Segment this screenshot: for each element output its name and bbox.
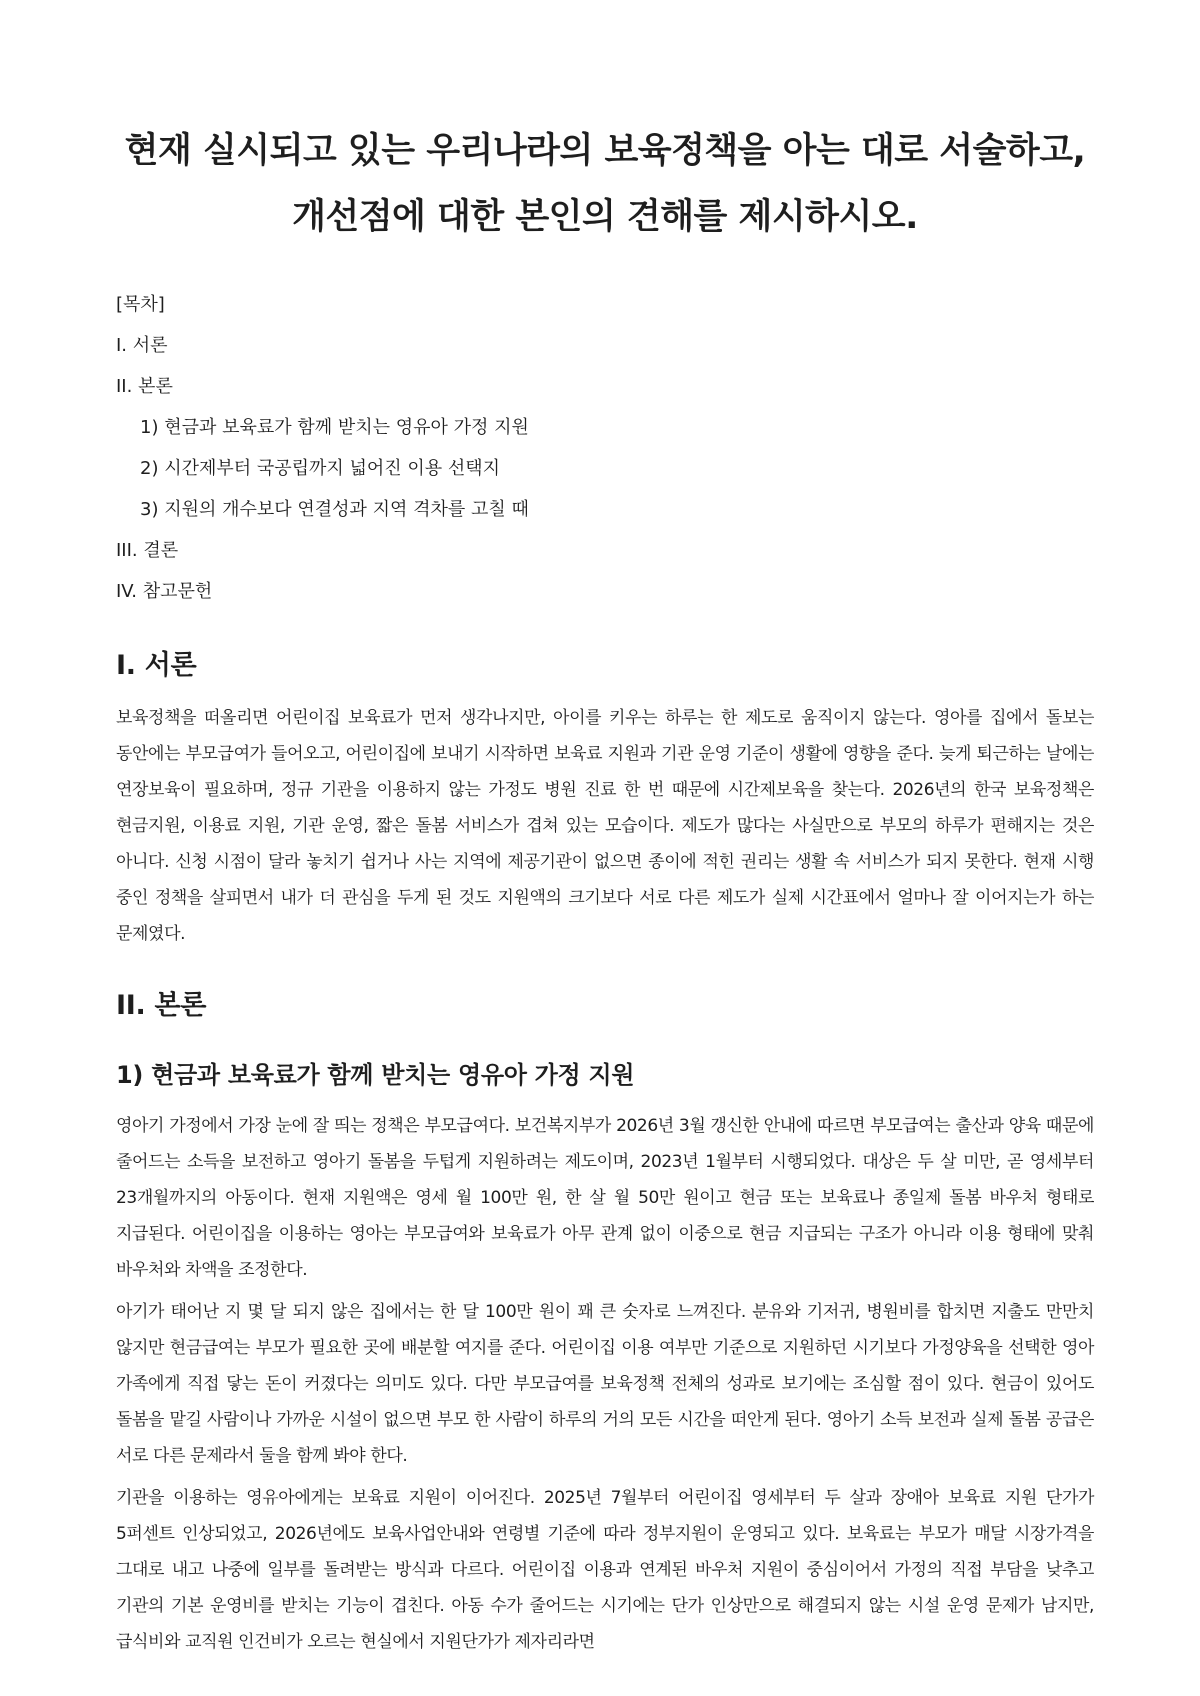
document-page xyxy=(116,0,1094,1666)
body-paragraph: 기관을 이용하는 영유아에게는 보육료 지원이 이어진다. 2025년 7월부터 어린이집 영세부터 두 살과 장애아 보육료 지원 단가가 5퍼센트 인상되었고, 2026년에도 보육사업안내와 연령별 기준에 따라 정부지원이 운영되고 있다. 보육료는 부모가 매달 시장가격을 그대로 내고 나중에 일부를 돌려받는 방식과 다르다. 어린이집 이용과 연계된 바우처 지원이 중심이어서 가정의 직접 부담을 낮추고 기관의 기본 운영비를 받치는 기능이 겹친다. 아동 수가 줄어드는 시기에는 단가 인상만으로 해결되지 않는 시설 운영 문제가 남지만, 급식비와 교직원 인건비가 오르는 현실에서 지원단가가 제자리라면 xyxy=(116,1488,1094,1652)
subsection-heading-1: 1) 현금과 보육료가 함께 받치는 영유아 가정 지원 xyxy=(116,1061,635,1089)
body-paragraph: 영아기 가정에서 가장 눈에 잘 띄는 정책은 부모급여다. 보건복지부가 2026년 3월 갱신한 안내에 따르면 부모급여는 출산과 양육 때문에 줄어드는 소득을 보전하고 영아기 돌봄을 두텁게 지원하려는 제도이며, 2023년 1월부터 시행되었다. 대상은 두 살 미만, 곧 영세부터 23개월까지의 아동이다. 현재 지원액은 영세 월 100만 원, 한 살 월 50만 원이고 현금 또는 보육료나 종일제 돌봄 바우처 형태로 지급된다. 어린이집을 이용하는 영아는 부모급여와 보육료가 아무 관계 없이 이중으로 현금 지급되는 구조가 아니라 이용 형태에 맞춰 바우처와 차액을 조정한다. xyxy=(116,1116,1094,1280)
section-heading-body: II. 본론 xyxy=(116,990,207,1021)
toc-item-body-1: 1) 현금과 보육료가 함께 받치는 영유아 가정 지원 xyxy=(140,417,529,438)
table-of-contents xyxy=(116,284,1094,612)
toc-heading: [목차] xyxy=(116,294,165,315)
toc-item-body-3: 3) 지원의 개수보다 연결성과 지역 격차를 고칠 때 xyxy=(140,499,529,520)
toc-item-intro: I. 서론 xyxy=(116,335,168,356)
toc-item-conclusion: III. 결론 xyxy=(116,540,179,561)
intro-paragraph: 보육정책을 떠올리면 어린이집 보육료가 먼저 생각나지만, 아이를 키우는 하루는 한 제도로 움직이지 않는다. 영아를 집에서 돌보는 동안에는 부모급여가 들어오고, 어린이집에 보내기 시작하면 보육료 지원과 기관 운영 기준이 생활에 영향을 준다. 늦게 퇴근하는 날에는 연장보육이 필요하며, 정규 기관을 이용하지 않는 가정도 병원 진료 한 번 때문에 시간제보육을 찾는다. 2026년의 한국 보육정책은 현금지원, 이용료 지원, 기관 운영, 짧은 돌봄 서비스가 겹쳐 있는 모습이다. 제도가 많다는 사실만으로 부모의 하루가 편해지는 것은 아니다. 신청 시점이 달라 놓치기 쉽거나 사는 지역에 제공기관이 없으면 종이에 적힌 권리는 생활 속 서비스가 되지 못한다. 현재 시행 중인 정책을 살피면서 내가 더 관심을 두게 된 것도 지원액의 크기보다 서로 다른 제도가 실제 시간표에서 얼마나 잘 이어지는가 하는 문제였다. xyxy=(116,708,1094,944)
toc-item-body-2: 2) 시간제부터 국공립까지 넓어진 이용 선택지 xyxy=(140,458,501,479)
section-heading-intro: I. 서론 xyxy=(116,650,197,681)
toc-item-references: IV. 참고문헌 xyxy=(116,581,213,602)
document-title: 현재 실시되고 있는 우리나라의 보육정책을 아는 대로 서술하고, 개선점에 대한 본인의 견해를 제시하시오. xyxy=(124,131,1086,237)
toc-item-body: II. 본론 xyxy=(116,376,173,397)
body-paragraph: 아기가 태어난 지 몇 달 되지 않은 집에서는 한 달 100만 원이 꽤 큰 숫자로 느껴진다. 분유와 기저귀, 병원비를 합치면 지출도 만만치 않지만 현금급여는 부모가 필요한 곳에 배분할 여지를 준다. 어린이집 이용 여부만 기준으로 지원하던 시기보다 가정양육을 선택한 영아 가족에게 직접 닿는 돈이 커졌다는 의미도 있다. 다만 부모급여를 보육정책 전체의 성과로 보기에는 조심할 점이 있다. 현금이 있어도 돌봄을 맡길 사람이나 가까운 시설이 없으면 부모 한 사람이 하루의 거의 모든 시간을 떠안게 된다. 영아기 소득 보전과 실제 돌봄 공급은 서로 다른 문제라서 둘을 함께 봐야 한다. xyxy=(116,1302,1094,1466)
